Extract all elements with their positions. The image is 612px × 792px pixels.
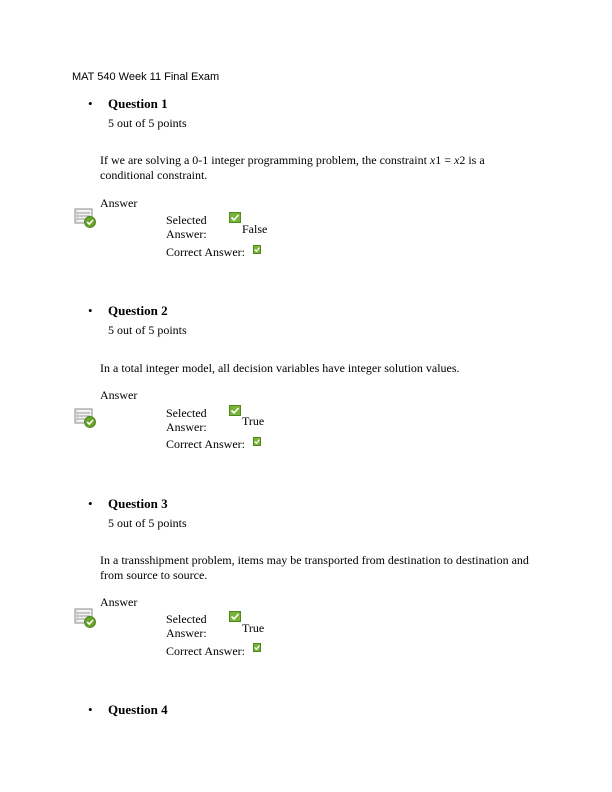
question-block	[0, 702, 612, 722]
selected-answer-value: False	[242, 222, 268, 236]
correct-checkmark-icon	[253, 643, 261, 652]
correct-answer-label: Correct Answer:	[166, 245, 245, 259]
selected-answer-label: Selected Answer:	[166, 406, 207, 434]
checkmark-icon	[229, 405, 241, 416]
question-points: 5 out of 5 points	[108, 516, 187, 530]
graded-correct-icon	[74, 408, 98, 428]
selected-answer-value: True	[242, 414, 265, 428]
selected-answer-label: Selected Answer:	[166, 213, 207, 241]
question-title: Question 2	[108, 303, 168, 318]
question-title: Question 1	[108, 96, 168, 111]
answer-label: Answer	[100, 196, 138, 210]
correct-answer-label: Correct Answer:	[166, 644, 245, 658]
bullet: •	[88, 96, 93, 111]
bullet: •	[88, 702, 93, 717]
graded-correct-icon	[74, 608, 98, 628]
question-points: 5 out of 5 points	[108, 323, 187, 337]
correct-checkmark-icon	[253, 437, 261, 446]
question-block	[0, 303, 612, 493]
question-block	[0, 496, 612, 686]
correct-answer-label: Correct Answer:	[166, 437, 245, 451]
question-points: 5 out of 5 points	[108, 116, 187, 130]
bullet: •	[88, 303, 93, 318]
answer-label: Answer	[100, 595, 138, 609]
graded-correct-icon	[74, 208, 98, 228]
question-title: Question 3	[108, 496, 168, 511]
question-block	[0, 96, 612, 286]
question-text: If we are solving a 0-1 integer programming problem, the constraint x1 = x2 is a conditional constraint.	[100, 153, 485, 182]
answer-label: Answer	[100, 388, 138, 402]
selected-answer-label: Selected Answer:	[166, 612, 207, 640]
question-text: In a total integer model, all decision variables have integer solution values.	[100, 361, 460, 375]
checkmark-icon	[229, 212, 241, 223]
question-title: Question 4	[108, 702, 168, 717]
question-text: In a transshipment problem, items may be transported from destination to destination and from source to source.	[100, 553, 529, 582]
checkmark-icon	[229, 611, 241, 622]
selected-answer-value: True	[242, 621, 265, 635]
bullet: •	[88, 496, 93, 511]
correct-checkmark-icon	[253, 245, 261, 254]
document-title: MAT 540 Week 11 Final Exam	[72, 71, 220, 83]
